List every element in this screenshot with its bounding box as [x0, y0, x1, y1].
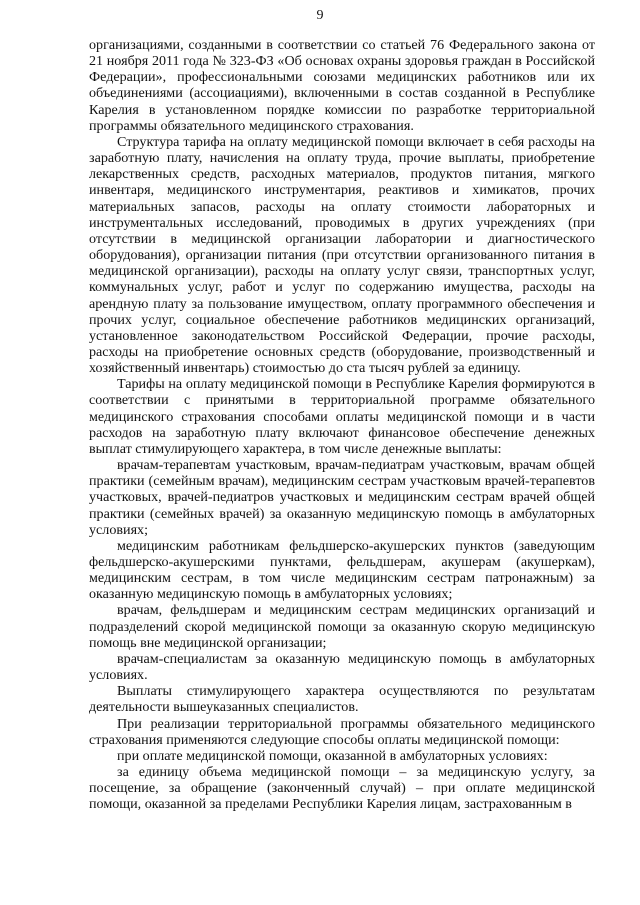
list-item-fap-workers: медицинским работникам фельдшерско-акушерских пунктов (заведующим фельдшерско-акушерскими пунктами, фельдшерам, акушерам (акушеркам), медицинским сестрам, в том числе медицинским сестрам патронажным) за оказанную медицинскую помощь в амбулаторных условиях;: [89, 537, 595, 603]
paragraph-per-unit-payment: за единицу объема медицинской помощи – за медицинскую услугу, за посещение, за обращение (законченный случай) – при оплате медицинской помощи, оказанной за пределами Республики Карелия лицам, застрахованным в: [89, 764, 595, 813]
document-body: [89, 37, 595, 813]
paragraph-outpatient-payment: при оплате медицинской помощи, оказанной в амбулаторных условиях:: [117, 747, 548, 764]
paragraph-incentive-payments: Выплаты стимулирующего характера осуществляются по результатам деятельности вышеуказанных специалистов.: [89, 683, 595, 716]
list-item-emergency-staff: врачам, фельдшерам и медицинским сестрам медицинских организаций и подразделений скорой медицинской помощи за оказанную скорую медицинскую помощь вне медицинской организации;: [89, 602, 595, 651]
list-item-specialists: врачам-специалистам за оказанную медицинскую помощь в амбулаторных условиях.: [89, 650, 595, 684]
list-item-therapists: врачам-терапевтам участковым, врачам-педиатрам участковым, врачам общей практики (семейным врачам), медицинским сестрам участковым врачей-терапевтов участковых, врачей-педиатров участковых и медицинским сестрам врачей общей практики (семейных врачей) за оказанную медицинскую помощь в амбулаторных условиях;: [89, 457, 595, 538]
page-number: 9: [316, 8, 324, 23]
paragraph-payment-methods: При реализации территориальной программы обязательного медицинского страхования применяются следующие способы оплаты медицинской помощи:: [89, 715, 595, 748]
paragraph-continuation: организациями, созданными в соответствии со статьей 76 Федерального закона от 21 ноября 2011 года № 323-ФЗ «Об основах охраны здоровья граждан в Российской Федерации», профессиональными союзами медицинских работников или их объединениями (ассоциациями), включенными в состав созданной в Республике Карелия в установленном порядке комиссии по разработке территориальной программы обязательного медицинского страхования.: [89, 37, 595, 134]
paragraph-tariff-structure: Структура тарифа на оплату медицинской помощи включает в себя расходы на заработную плату, начисления на оплату труда, прочие выплаты, приобретение лекарственных средств, расходных материалов, продуктов питания, мягкого инвентаря, медицинского инструментария, реактивов и химикатов, прочих материальных запасов, расходы на оплату стоимости лабораторных и инструментальных исследований, проводимых в других учреждениях (при отсутствии в медицинской организации лаборатории и диагностического оборудования), организации питания (при отсутствии организованного питания в медицинской организации), расходы на оплату услуг связи, транспортных услуг, коммунальных услуг, работ и услуг по содержанию имущества, расходы на арендную плату за пользование имуществом, оплату программного обеспечения и прочих услуг, социальное обеспечение работников медицинских организаций, установленное законодательством Российской Федерации, прочие расходы, расходы на приобретение основных средств (оборудование, производственный и хозяйственный инвентарь) стоимостью до ста тысяч рублей за единицу.: [89, 133, 595, 377]
paragraph-tariff-formation: Тарифы на оплату медицинской помощи в Республике Карелия формируются в соответствии с принятыми в территориальной программе обязательного медицинского страхования способами оплаты медицинской помощи и в части расходов на заработную плату включают финансовое обеспечение денежных выплат стимулирующего характера, в том числе денежные выплаты:: [89, 376, 595, 457]
